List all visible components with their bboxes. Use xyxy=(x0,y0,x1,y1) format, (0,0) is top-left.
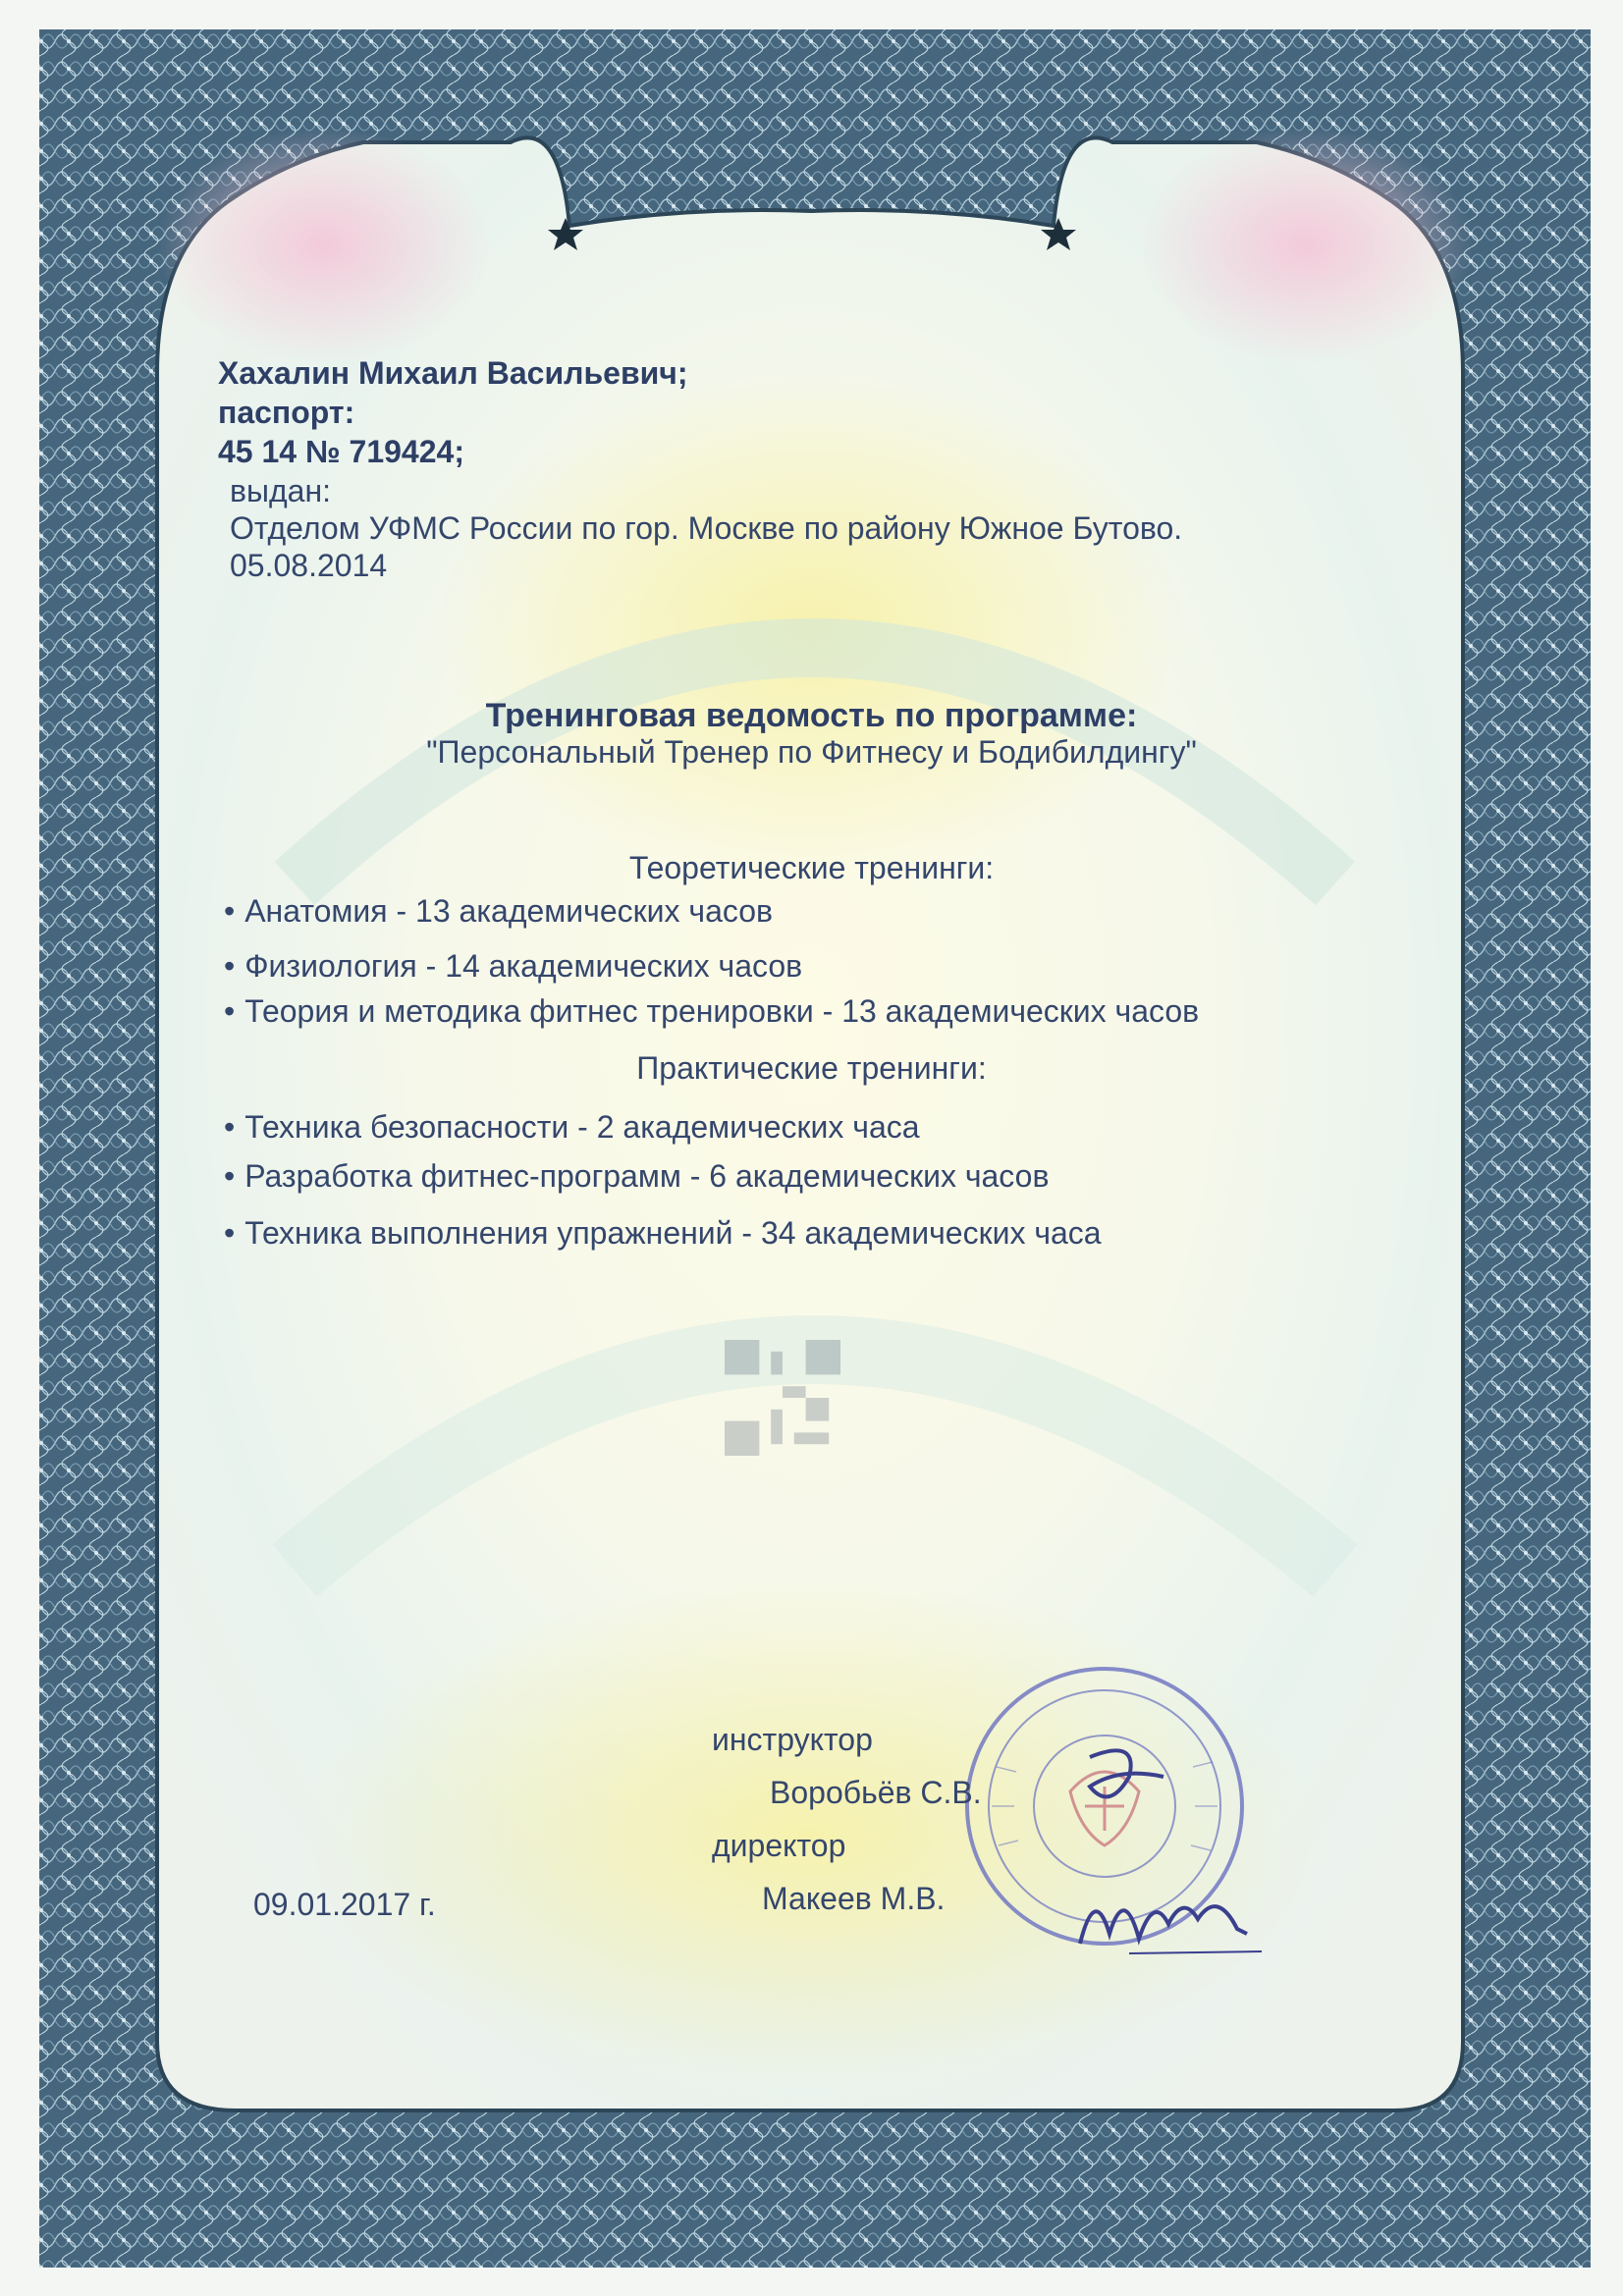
list-item: • Разработка фитнес-программ - 6 академических часов xyxy=(224,1158,1050,1194)
document-title: Тренинговая ведомость по программе: xyxy=(485,697,1138,734)
list-item: • Техника безопасности - 2 академических часа xyxy=(224,1109,920,1145)
instructor-name: Воробьёв С.В. xyxy=(770,1775,982,1810)
bullet-icon: • xyxy=(224,1158,236,1194)
holder-name: Хахалин Михаил Васильевич; xyxy=(218,355,688,391)
instructor-label: инструктор xyxy=(712,1722,873,1757)
director-label: директор xyxy=(712,1828,846,1863)
list-item: • Анатомия - 13 академических часов xyxy=(224,893,774,929)
list-item: • Физиология - 14 академических часов xyxy=(224,948,803,984)
bullet-icon: • xyxy=(224,1109,236,1145)
theory-heading: Теоретические тренинги: xyxy=(628,850,995,885)
instructor-signature xyxy=(1070,1737,1178,1826)
bullet-icon: • xyxy=(224,893,236,929)
list-item: • Техника выполнения упражнений - 34 академических часа xyxy=(224,1215,1102,1251)
practice-heading: Практические тренинги: xyxy=(636,1050,987,1086)
document-date: 09.01.2017 г. xyxy=(253,1887,436,1922)
program-name: "Персональный Тренер по Фитнесу и Бодибилдингу" xyxy=(426,734,1197,770)
bullet-icon: • xyxy=(224,993,236,1029)
director-signature xyxy=(1070,1865,1267,1963)
issued-by: Отделом УФМС России по гор. Москве по району Южное Бутово. xyxy=(230,510,1183,546)
passport-label: паспорт: xyxy=(218,395,355,430)
issued-date: 05.08.2014 xyxy=(230,548,388,583)
director-name: Макеев М.В. xyxy=(762,1881,946,1916)
qr-code-icon xyxy=(725,1340,840,1456)
bullet-icon: • xyxy=(224,948,236,984)
passport-number: 45 14 № 719424; xyxy=(218,434,464,469)
issued-label: выдан: xyxy=(230,473,332,508)
bullet-icon: • xyxy=(224,1215,236,1251)
list-item: • Теория и методика фитнес тренировки - 13 академических часов xyxy=(224,993,1200,1029)
